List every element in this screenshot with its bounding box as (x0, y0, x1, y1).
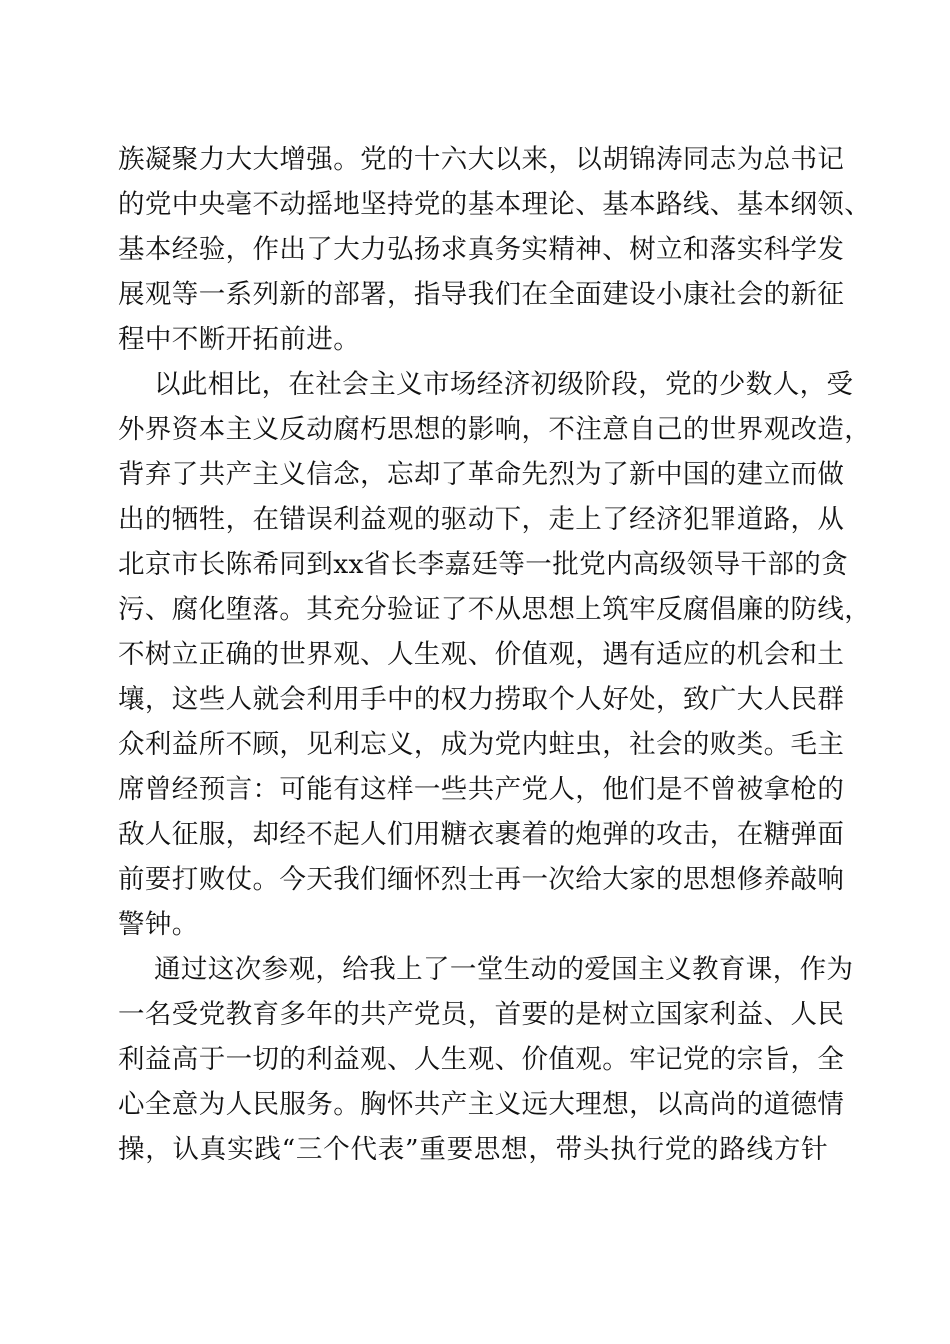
paragraph-line: 程中不断开拓前进。 (118, 324, 361, 355)
paragraph-line: 外界资本主义反动腐朽思想的影响，不注意自己的世界观改造， (118, 414, 872, 445)
document-body (118, 137, 872, 1172)
paragraph-line: 利益高于一切的利益观、人生观、价值观。牢记党的宗旨，全 (118, 1044, 845, 1075)
paragraph-line: 背弃了共产主义信念，忘却了革命先烈为了新中国的建立而做 (118, 459, 845, 490)
paragraph-first-line: 以此相比，在社会主义市场经济初级阶段，党的少数人，受 (154, 369, 854, 400)
paragraph-line: 出的牺牲，在错误利益观的驱动下，走上了经济犯罪道路，从 (118, 504, 845, 535)
paragraph-line: 敌人征服，却经不起人们用糖衣裹着的炮弹的攻击，在糖弹面 (118, 819, 845, 850)
paragraph-line: 心全意为人民服务。胸怀共产主义远大理想，以高尚的道德情 (118, 1089, 845, 1120)
paragraph-line: 展观等一系列新的部署，指导我们在全面建设小康社会的新征 (118, 279, 845, 310)
paragraph-line: 众利益所不顾，见利忘义，成为党内蛀虫，社会的败类。毛主 (118, 729, 845, 760)
paragraph-line: 一名受党教育多年的共产党员，首要的是树立国家利益、人民 (118, 999, 845, 1030)
paragraph-line: 的党中央毫不动摇地坚持党的基本理论、基本路线、基本纲领、 (118, 189, 872, 220)
paragraph-line: 前要打败仗。今天我们缅怀烈士再一次给大家的思想修养敲响 (118, 864, 845, 895)
paragraph-line: 不树立正确的世界观、人生观、价值观，遇有适应的机会和土 (118, 639, 845, 670)
paragraph-line: 警钟。 (118, 909, 199, 940)
paragraph-line: 壤，这些人就会利用手中的权力捞取个人好处，致广大人民群 (118, 684, 845, 715)
paragraph-line: 族凝聚力大大增强。党的十六大以来，以胡锦涛同志为总书记 (118, 144, 845, 175)
paragraph-line: 席曾经预言：可能有这样一些共产党人，他们是不曾被拿枪的 (118, 774, 845, 805)
paragraph-line: 基本经验，作出了大力弘扬求真务实精神、树立和落实科学发 (118, 234, 845, 265)
paragraph-first-line: 通过这次参观，给我上了一堂生动的爱国主义教育课，作为 (154, 954, 854, 985)
paragraph-line: 北京市长陈希同到xx省长李嘉廷等一批党内高级领导干部的贪 (118, 549, 849, 580)
paragraph-line: 操，认真实践“三个代表”重要思想，带头执行党的路线方针 (118, 1134, 828, 1165)
paragraph-line: 污、腐化堕落。其充分验证了不从思想上筑牢反腐倡廉的防线， (118, 594, 872, 625)
